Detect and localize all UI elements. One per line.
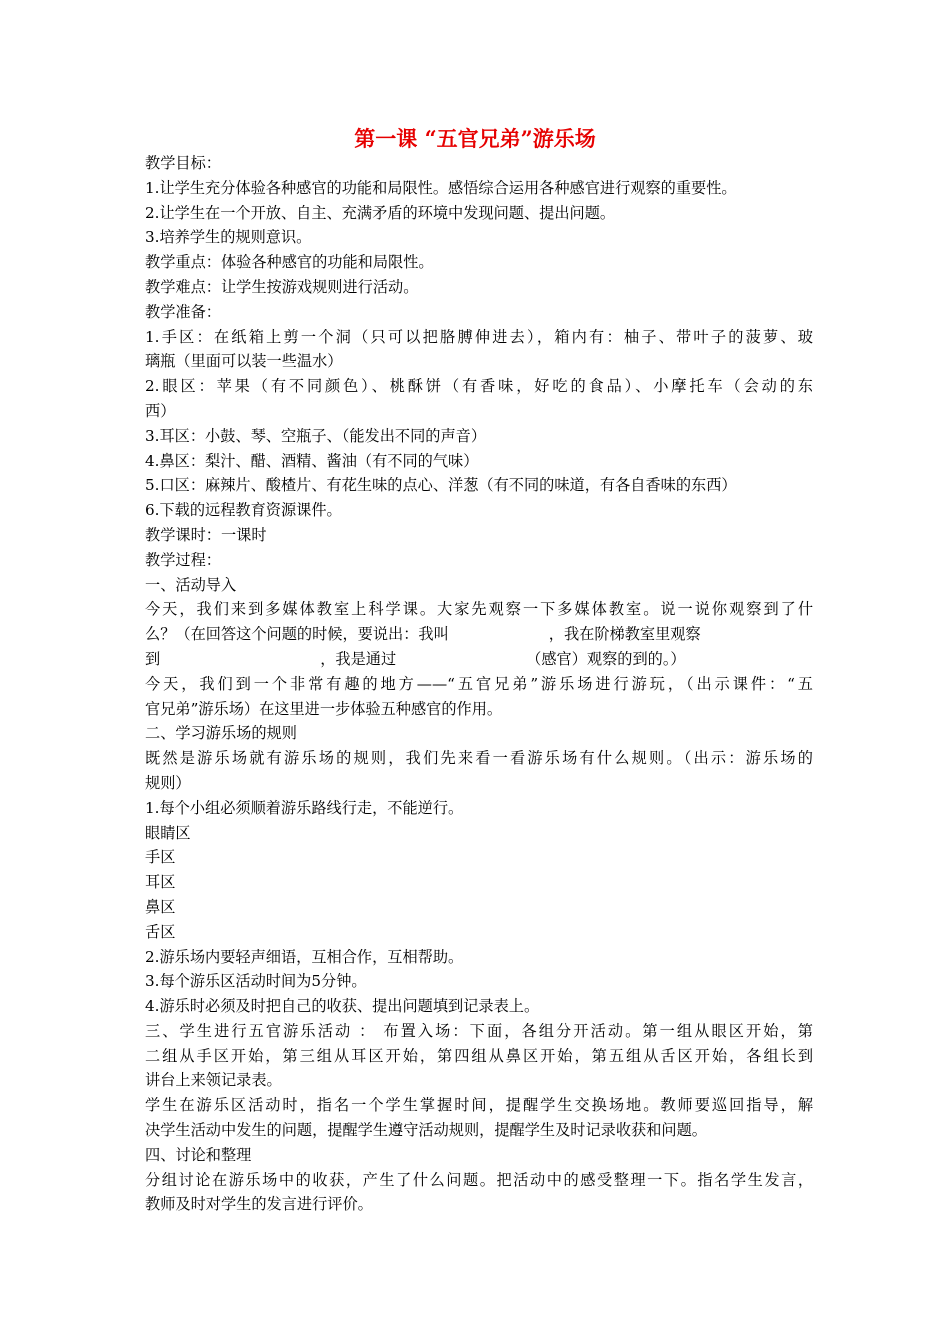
lesson-title: 第一课 “五官兄弟”游乐场 bbox=[354, 126, 596, 151]
text-line: 1.让学生充分体验各种感官的功能和局限性。感悟综合运用各种感官进行观察的重要性。 bbox=[145, 178, 737, 197]
text-line: 3.耳区：小鼓、琴、空瓶子、（能发出不同的声音） bbox=[145, 426, 487, 445]
text-segment: （感官）观察的到的。） bbox=[526, 649, 686, 668]
text-segment: 到 bbox=[145, 649, 161, 668]
text-line: 舌区 bbox=[145, 922, 176, 941]
text-line: 2.游乐场内要轻声细语，互相合作，互相帮助。 bbox=[145, 947, 464, 966]
text-line: 教学课时：一课时 bbox=[145, 525, 267, 544]
text-line: 3.培养学生的规则意识。 bbox=[145, 228, 312, 247]
text-line: 一、活动导入 bbox=[145, 575, 237, 594]
text-line: 既然是游乐场就有游乐场的规则，我们先来看一看游乐场有什么规则。（出示：游乐场的 bbox=[145, 749, 813, 768]
text-line: 今天，我们来到多媒体教室上科学课。大家先观察一下多媒体教室。说一说你观察到了什 bbox=[145, 600, 813, 619]
text-line: 规则） bbox=[145, 773, 191, 792]
text-line: 3.每个游乐区活动时间为5分钟。 bbox=[145, 972, 367, 991]
text-line: 1.每个小组必须顺着游乐路线行走，不能逆行。 bbox=[145, 798, 464, 817]
text-line: 四、讨论和整理 bbox=[145, 1145, 252, 1164]
text-line: 6.下载的远程教育资源课件。 bbox=[145, 501, 342, 520]
text-segment: 么？（在回答这个问题的时候，要说出：我叫 bbox=[145, 625, 449, 644]
text-line: 今天，我们到一个非常有趣的地方——“五官兄弟”游乐场进行游玩，（出示课件：“五 bbox=[145, 674, 813, 693]
text-line: 教学难点：让学生按游戏规则进行活动。 bbox=[145, 277, 419, 296]
text-segment: ，我是通过 bbox=[320, 649, 397, 668]
text-line: 教学过程： bbox=[145, 550, 221, 569]
text-line: 璃瓶（里面可以装一些温水） bbox=[145, 352, 343, 371]
text-line: 鼻区 bbox=[145, 897, 176, 916]
text-line: 教师及时对学生的发言进行评价。 bbox=[145, 1195, 373, 1214]
text-line: 5.口区：麻辣片、酸楂片、有花生味的点心、洋葱（有不同的味道，有各自香味的东西） bbox=[145, 476, 737, 495]
text-line: 讲台上来领记录表。 bbox=[145, 1071, 282, 1090]
text-line: 眼睛区 bbox=[145, 823, 191, 842]
text-line: 教学目标： bbox=[145, 154, 221, 172]
text-line: 1.手区：在纸箱上剪一个洞（只可以把胳膊伸进去），箱内有：柚子、带叶子的菠萝、玻 bbox=[145, 327, 813, 346]
text-line: 教学重点：体验各种感官的功能和局限性。 bbox=[145, 253, 434, 272]
text-line: 4.鼻区：梨汁、醋、酒精、酱油（有不同的气味） bbox=[145, 451, 479, 470]
text-line: 三、学生进行五官游乐活动 ： 布置入场：下面，各组分开活动。第一组从眼区开始，第 bbox=[145, 1021, 813, 1040]
text-line-with-blank bbox=[145, 647, 813, 672]
text-line: 分组讨论在游乐场中的收获，产生了什么问题。把活动中的感受整理一下。指名学生发言， bbox=[145, 1170, 813, 1189]
text-segment: ，我在阶梯教室里观察 bbox=[548, 625, 701, 644]
text-line: 2.让学生在一个开放、自主、充满矛盾的环境中发现问题、提出问题。 bbox=[145, 203, 616, 222]
text-line: 手区 bbox=[145, 848, 176, 867]
text-line: 西） bbox=[145, 401, 176, 420]
text-line: 官兄弟”游乐场）在这里进一步体验五种感官的作用。 bbox=[145, 699, 503, 718]
text-line: 教学准备： bbox=[145, 302, 221, 321]
text-line: 4.游乐时必须及时把自己的收获、提出问题填到记录表上。 bbox=[145, 997, 540, 1016]
text-line: 二组从手区开始，第三组从耳区开始，第四组从鼻区开始，第五组从舌区开始，各组长到 bbox=[145, 1046, 813, 1065]
text-line: 决学生活动中发生的问题，提醒学生遵守活动规则，提醒学生及时记录收获和问题。 bbox=[145, 1121, 707, 1140]
text-line: 二、学习游乐场的规则 bbox=[145, 724, 297, 743]
lesson-body bbox=[145, 151, 813, 1217]
text-line: 耳区 bbox=[145, 873, 176, 892]
text-line-with-blank bbox=[145, 622, 813, 647]
text-line: 2.眼区：苹果（有不同颜色）、桃酥饼（有香味，好吃的食品）、小摩托车（会动的东 bbox=[145, 377, 813, 396]
text-line: 学生在游乐区活动时，指名一个学生掌握时间，提醒学生交换场地。教师要巡回指导，解 bbox=[145, 1096, 813, 1115]
